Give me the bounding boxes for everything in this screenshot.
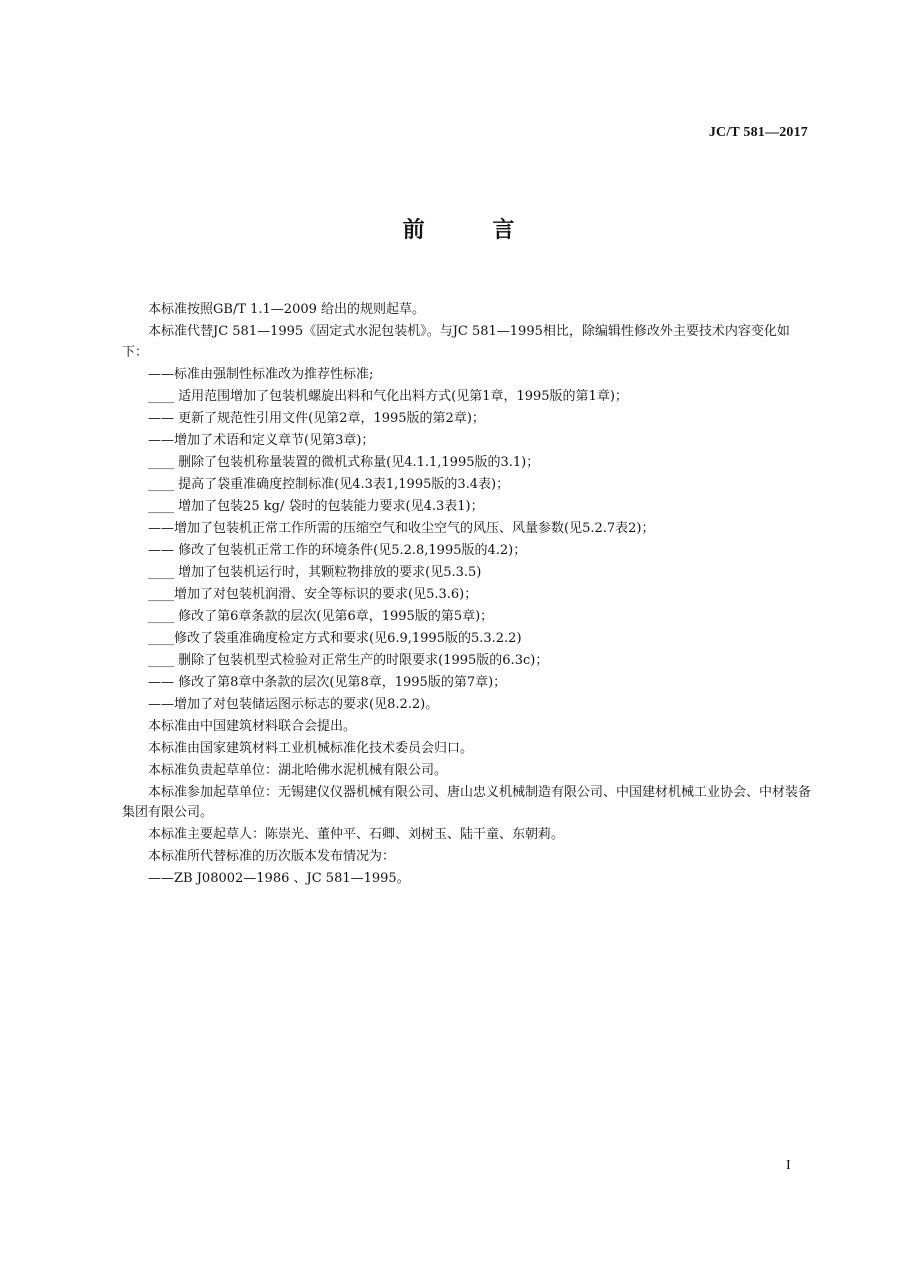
change-list-item: ____ 增加了包装机运行时，其颗粒物排放的要求(见5.3.5) [148,564,482,580]
change-list-item: ——标准由强制性标准改为推荐性标准; [148,366,374,382]
foreword-paragraph: 本标准负责起草单位：湖北哈佛水泥机械有限公司。 [148,762,448,778]
change-list-item: ____ 删除了包装机型式检验对正常生产的时限要求(1995版的6.3c)； [148,652,549,668]
change-list-item: ____ 删除了包装机称量装置的微机式称量(见4.1.1,1995版的3.1)； [148,454,540,470]
page-number: I [786,1158,791,1173]
change-list-item: —— 修改了包装机正常工作的环境条件(见5.2.8,1995版的4.2)； [148,542,527,558]
foreword-body [122,300,812,891]
change-list-item: ——增加了术语和定义章节(见第3章)； [148,432,375,448]
foreword-paragraph: 本标准主要起草人：陈崇光、董仲平、石卿、刘树玉、陆干童、东朝莉。 [148,827,565,842]
foreword-paragraph: 本标准按照GB/T 1.1—2009 给出的规则起草。 [148,302,426,317]
foreword-paragraph: 本标准所代替标准的历次版本发布情况为： [148,849,396,864]
change-list-item: ____增加了对包装机润滑、安全等标识的要求(见5.3.6)； [148,586,478,602]
change-list-item: ——增加了对包装储运图示标志的要求(见8.2.2)。 [148,696,439,712]
change-list-item: ——增加了包装机正常工作所需的压缩空气和收尘空气的风压、风量参数(见5.2.7表2)； [148,520,655,536]
change-list-item: ____修改了袋重准确度检定方式和要求(见6.9,1995版的5.3.2.2) [148,630,522,646]
foreword-paragraph: 本标准由国家建筑材料工业机械标准化技术委员会归口。 [148,740,474,756]
change-list-item: ____ 增加了包装25 kg/ 袋时的包装能力要求(见4.3表1)； [148,498,484,514]
foreword-paragraph: 本标准由中国建筑材料联合会提出。 [148,718,357,734]
change-list-item: —— 修改了第8章中条款的层次(见第8章，1995版的第7章)； [148,674,507,690]
foreword-paragraph: 本标准代替JC 581—1995《固定式水泥包装机》。与JC 581—1995相比，除编辑性修改外主要技术内容变化如下： [122,324,790,360]
change-list-item: —— 更新了规范性引用文件(见第2章，1995版的第2章)； [148,410,485,426]
change-list-item: ____ 提高了袋重准确度控制标准(见4.3表1,1995版的3.4表)； [148,476,510,492]
change-list-item: ——ZB J08002—1986 、JC 581—1995。 [148,871,410,886]
page-title: 前 言 [402,218,545,243]
change-list-item: ____ 修改了第6章条款的层次(见第6章，1995版的第5章)； [148,608,494,624]
change-list-item: ____ 适用范围增加了包装机螺旋出料和气化出料方式(见第1章，1995版的第1章)； [148,388,628,404]
foreword-paragraph: 本标准参加起草单位：无锡建仪仪器机械有限公司、唐山忠义机械制造有限公司、中国建材机械工业协会、中材装备集团有限公司。 [122,784,812,820]
standard-code: JC/T 581—2017 [708,125,808,140]
